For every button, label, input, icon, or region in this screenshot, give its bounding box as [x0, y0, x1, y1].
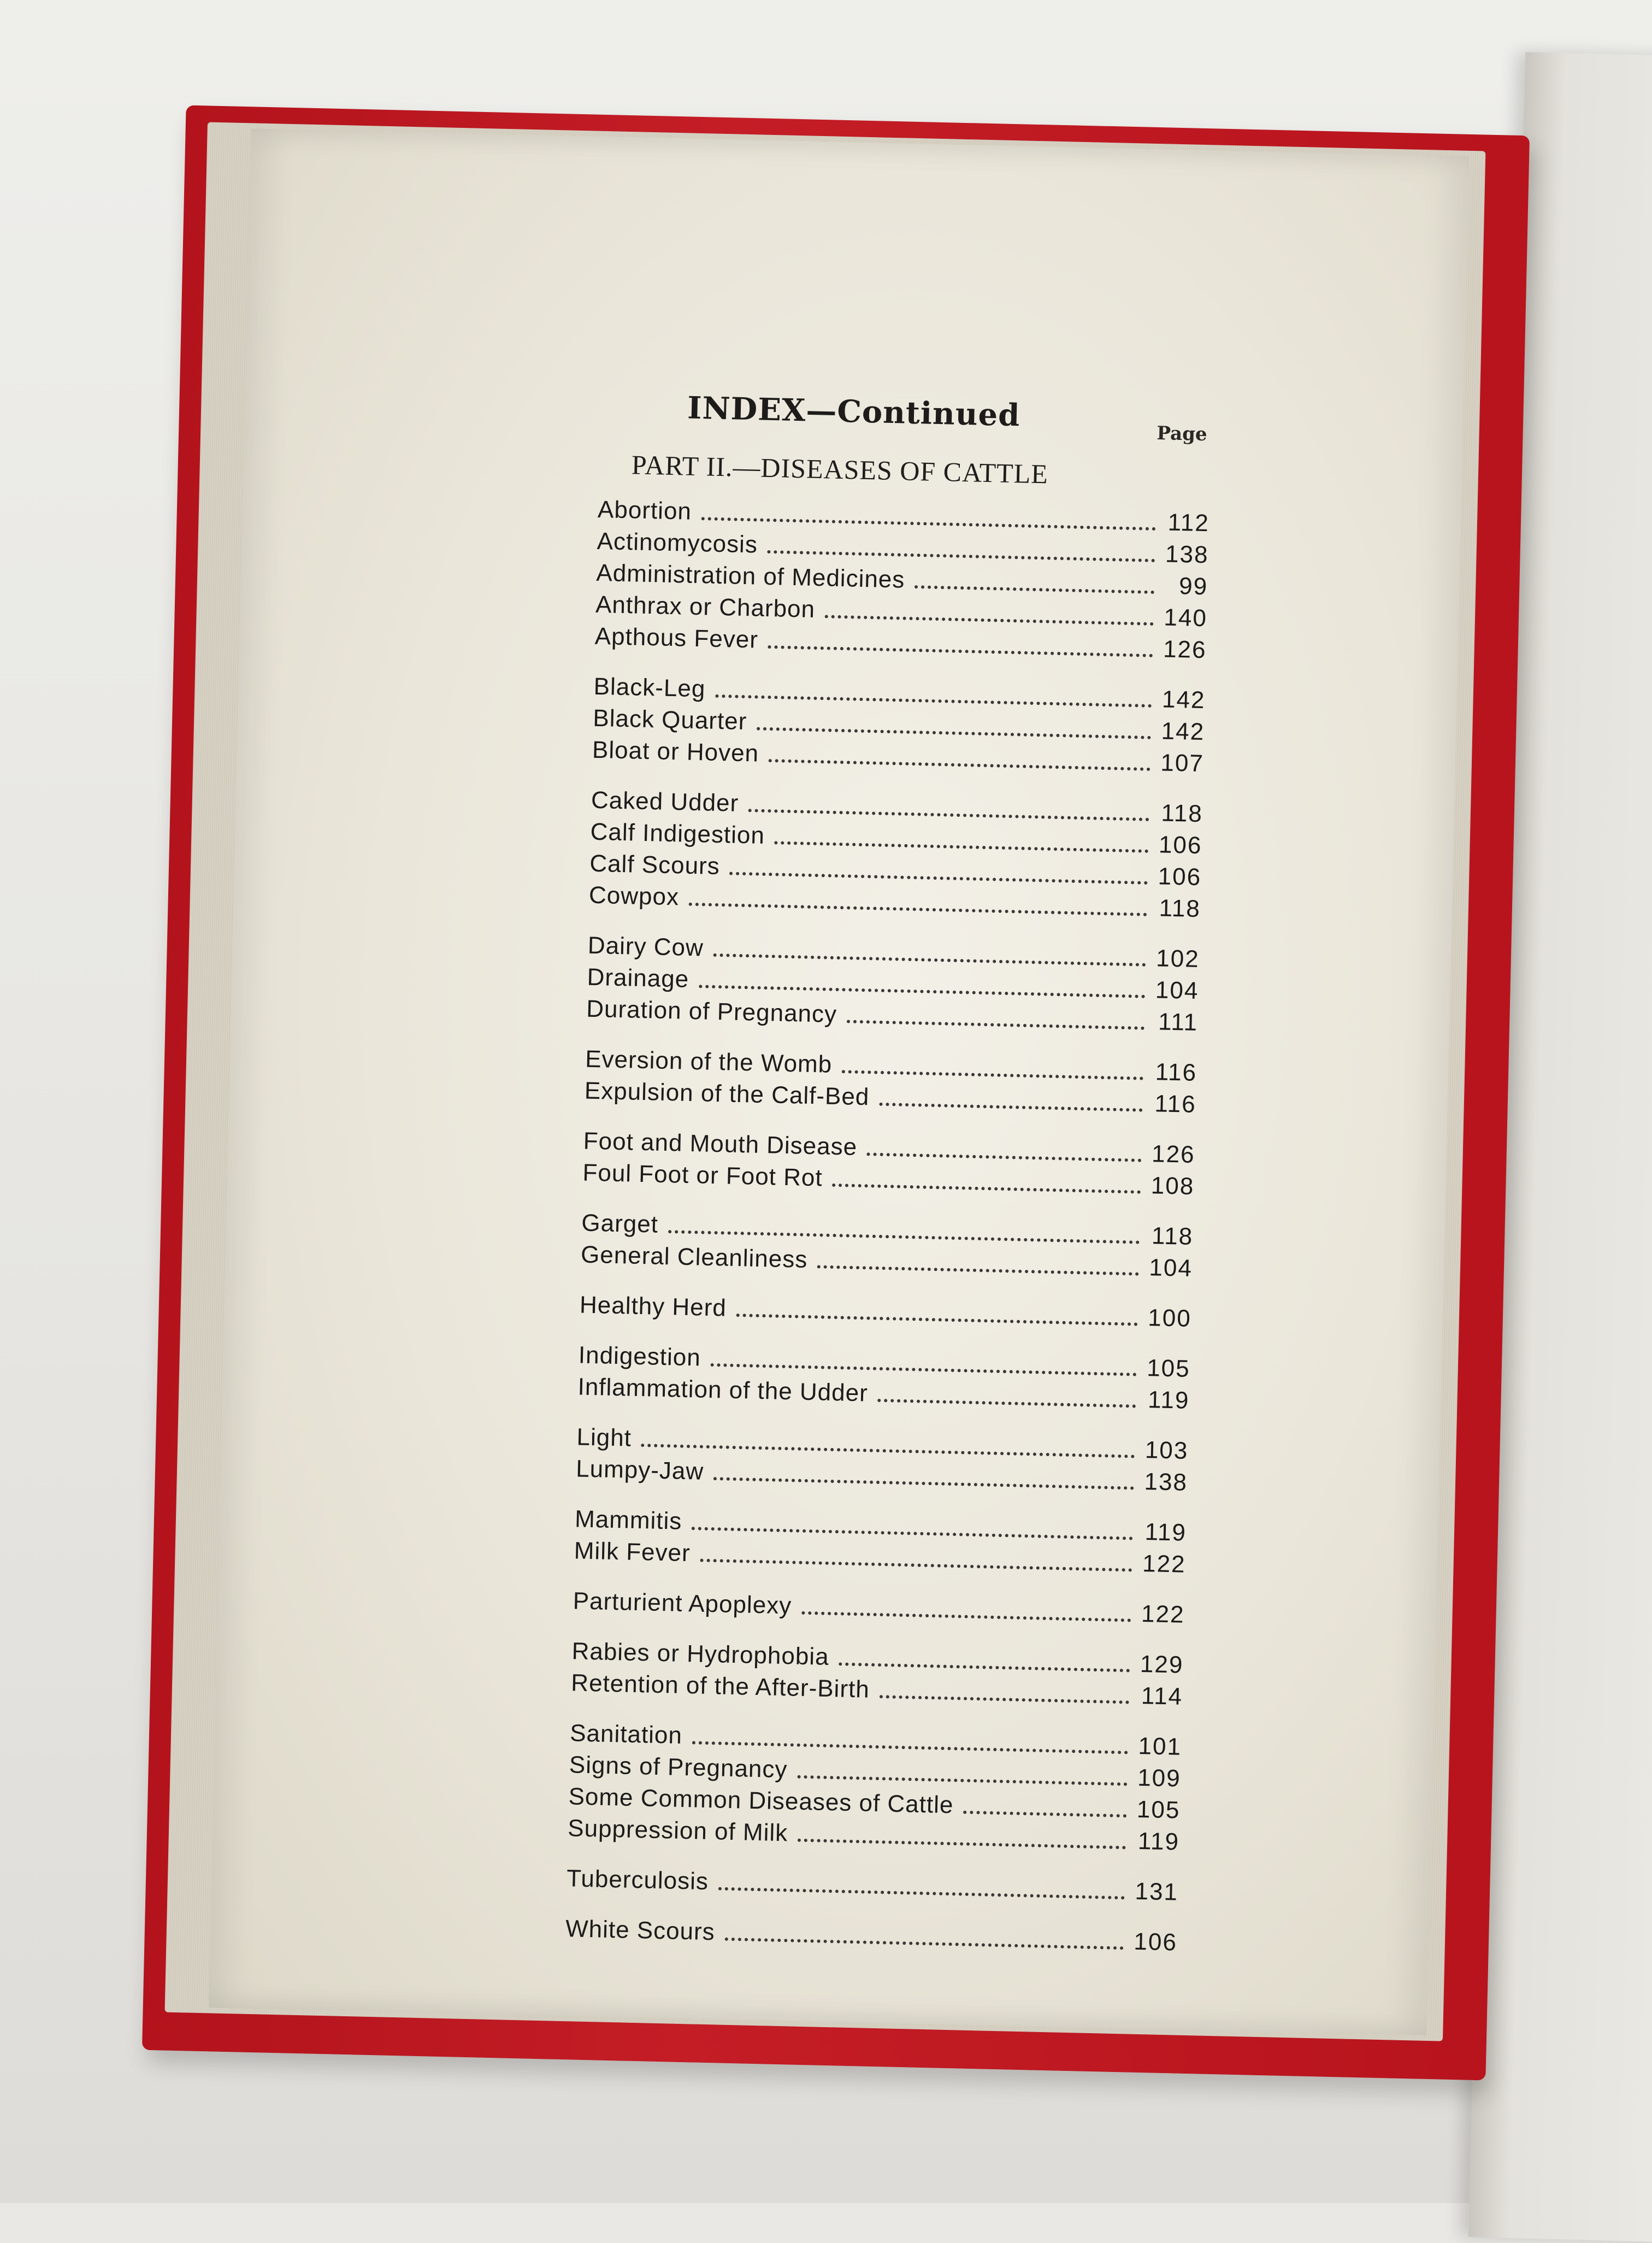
entry-page-number: 108: [1150, 1172, 1195, 1200]
dot-leader: [817, 1265, 1139, 1275]
entry-name: Cowpox: [588, 881, 680, 911]
entry-name: Eversion of the Womb: [585, 1045, 833, 1078]
entry-name: Calf Indigestion: [590, 818, 765, 849]
entry-name: Foul Foot or Foot Rot: [582, 1159, 823, 1192]
entry-page-number: 102: [1155, 945, 1200, 973]
entry-page-number: 122: [1141, 1600, 1185, 1628]
entry-page-number: 122: [1142, 1550, 1187, 1578]
entry-page-number: 112: [1167, 509, 1210, 537]
dot-leader: [877, 1399, 1136, 1408]
entry-page-number: 99: [1178, 573, 1208, 601]
entry-name: Sanitation: [569, 1720, 683, 1749]
dot-leader: [879, 1103, 1142, 1112]
dot-leader: [724, 1938, 1123, 1950]
entry-name: Duration of Pregnancy: [586, 995, 837, 1028]
index-entry: [567, 1861, 1179, 1906]
entry-name: Foot and Mouth Disease: [583, 1127, 858, 1161]
entry-page-number: 104: [1148, 1254, 1193, 1282]
entry-page-number: 142: [1161, 717, 1205, 746]
entry-page-number: 119: [1144, 1518, 1187, 1546]
entry-name: Mammitis: [574, 1505, 682, 1535]
entry-page-number: 106: [1158, 863, 1202, 891]
index-entry: [565, 1911, 1178, 1956]
entry-page-number: 118: [1151, 1222, 1194, 1250]
entry-page-number: 119: [1137, 1827, 1180, 1856]
entry-page-number: 142: [1161, 686, 1206, 714]
entry-page-number: 114: [1141, 1682, 1183, 1710]
entry-name: Lumpy-Jaw: [575, 1455, 704, 1485]
entry-name: Garget: [581, 1209, 659, 1238]
entry-name: Anthrax or Charbon: [595, 591, 816, 623]
dot-leader: [718, 1887, 1125, 1899]
entry-name: Drainage: [587, 963, 689, 993]
entry-name: Administration of Medicines: [595, 559, 905, 593]
entry-page-number: 129: [1140, 1650, 1184, 1679]
entry-name: Tuberculosis: [566, 1865, 709, 1895]
entry-page-number: 138: [1144, 1468, 1188, 1496]
entry-name: Milk Fever: [574, 1537, 691, 1567]
dot-leader: [842, 1070, 1143, 1080]
entry-page-number: 107: [1160, 749, 1205, 778]
entry-name: Some Common Diseases of Cattle: [568, 1783, 954, 1819]
entry-name: Indigestion: [578, 1341, 701, 1371]
dot-leader: [867, 1152, 1142, 1162]
entry-name: Caked Udder: [591, 786, 739, 817]
entry-page-number: 138: [1165, 540, 1210, 569]
dot-leader: [801, 1611, 1131, 1622]
entry-page-number: 131: [1135, 1877, 1179, 1906]
entry-page-number: 106: [1158, 831, 1202, 859]
entry-page-number: 105: [1136, 1795, 1181, 1824]
entry-name: Black-Leg: [593, 673, 706, 703]
index-entry: [579, 1287, 1191, 1332]
dot-leader: [798, 1839, 1126, 1850]
entry-page-number: 126: [1163, 635, 1207, 664]
entry-page-number: 104: [1155, 976, 1199, 1005]
entry-name: Suppression of Milk: [567, 1815, 788, 1847]
dot-leader: [832, 1184, 1141, 1194]
index-list: [565, 492, 1210, 1981]
entry-name: White Scours: [565, 1915, 716, 1946]
entry-page-number: 119: [1147, 1386, 1190, 1414]
entry-name: Signs of Pregnancy: [569, 1751, 788, 1783]
entry-page-number: 100: [1147, 1304, 1192, 1332]
entry-page-number: 105: [1146, 1355, 1191, 1382]
dot-leader: [769, 759, 1150, 771]
entry-page-number: 118: [1159, 894, 1201, 923]
index-heading: INDEX—Continued: [687, 390, 1021, 434]
entry-name: Calf Scours: [589, 850, 721, 880]
entry-name: Apthous Fever: [594, 622, 759, 654]
entry-page-number: 111: [1158, 1008, 1199, 1037]
entry-name: Healthy Herd: [579, 1291, 727, 1322]
page-column-label: Page: [1157, 422, 1208, 446]
part-title: PART II.—DISEASES OF CATTLE: [631, 449, 1049, 490]
dot-leader: [768, 645, 1153, 657]
entry-page-number: 126: [1151, 1140, 1196, 1168]
dot-leader: [879, 1695, 1129, 1704]
entry-page-number: 103: [1144, 1437, 1189, 1464]
entry-name: Inflammation of the Udder: [577, 1373, 869, 1407]
dot-leader: [797, 1775, 1127, 1786]
entry-page-number: 101: [1138, 1732, 1182, 1761]
entry-page-number: 106: [1133, 1928, 1178, 1956]
dot-leader: [736, 1314, 1137, 1326]
dot-leader: [825, 615, 1154, 626]
entry-name: Black Quarter: [592, 704, 747, 735]
entry-name: Bloat or Hoven: [592, 736, 759, 767]
entry-page-number: 116: [1155, 1058, 1197, 1086]
entry-name: Abortion: [597, 496, 692, 525]
entry-page-number: 140: [1163, 604, 1208, 632]
entry-name: Rabies or Hydrophobia: [571, 1638, 830, 1670]
dot-leader: [914, 585, 1154, 594]
entry-page-number: 116: [1154, 1090, 1197, 1118]
dot-leader: [839, 1662, 1130, 1672]
entry-name: Retention of the After-Birth: [570, 1669, 870, 1703]
entry-name: Parturient Apoplexy: [573, 1587, 792, 1620]
entry-page-number: 118: [1161, 799, 1203, 828]
entry-name: General Cleanliness: [580, 1241, 808, 1273]
dot-leader: [847, 1020, 1144, 1029]
entry-name: Light: [576, 1423, 632, 1452]
entry-name: Dairy Cow: [587, 932, 704, 962]
dot-leader: [700, 1559, 1132, 1572]
dot-leader: [963, 1811, 1126, 1818]
dot-leader: [713, 1477, 1134, 1490]
index-entry: [573, 1583, 1185, 1628]
entry-page-number: 109: [1137, 1764, 1182, 1792]
dot-leader: [689, 903, 1147, 916]
book: [142, 105, 1530, 2081]
entry-name: Expulsion of the Calf-Bed: [584, 1077, 870, 1111]
entry-name: Actinomycosis: [597, 527, 758, 558]
